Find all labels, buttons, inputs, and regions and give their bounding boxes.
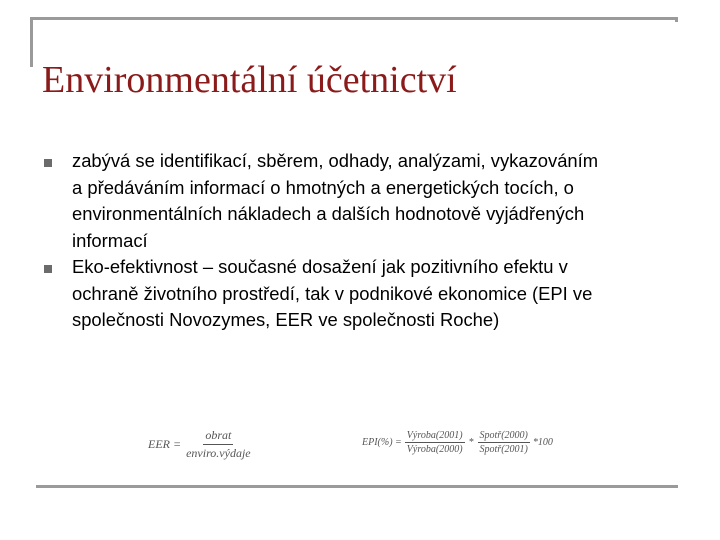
frame-line-bottom bbox=[36, 485, 678, 488]
epi-formula bbox=[362, 430, 553, 455]
square-bullet-icon bbox=[44, 159, 52, 167]
eer-lhs: EER = bbox=[148, 437, 182, 451]
epi-fraction-production bbox=[405, 430, 465, 455]
bullet-item bbox=[44, 148, 604, 254]
eer-fraction bbox=[184, 428, 253, 461]
square-bullet-icon bbox=[44, 265, 52, 273]
bullet-text: Eko-efektivnost – současné dosažení jak pozitivního efektu v ochraně životního prostředí, tak v podnikové ekonomice (EPI ve společnosti Novozymes, EER ve společnosti Roche) bbox=[72, 256, 593, 330]
eer-denominator: enviro.výdaje bbox=[186, 446, 251, 460]
epi-tail: *100 bbox=[532, 437, 553, 448]
epi-frac2-denominator: Spotř(2001) bbox=[479, 444, 528, 455]
epi-multiply-sign: * bbox=[468, 437, 474, 448]
bullet-item bbox=[44, 254, 604, 334]
bullet-text: zabývá se identifikací, sběrem, odhady, analýzami, vykazováním a předáváním informací o hmotných a energetických tocích, o environmentálních nákladech a dalších hodnotově vyjádřených informací bbox=[72, 150, 599, 251]
slide-title: Environmentální účetnictví bbox=[42, 59, 457, 101]
frame-line-right bbox=[675, 17, 678, 22]
eer-formula bbox=[148, 428, 256, 461]
epi-frac1-numerator: Výroba(2001) bbox=[406, 430, 463, 441]
eer-numerator: obrat bbox=[203, 428, 233, 445]
frame-line-left bbox=[30, 17, 33, 67]
epi-frac1-denominator: Výroba(2000) bbox=[406, 444, 463, 455]
epi-fraction-consumption bbox=[478, 430, 530, 455]
frame-line-top bbox=[30, 17, 678, 20]
epi-lhs: EPI(%) = bbox=[362, 437, 402, 448]
bullet-list bbox=[44, 148, 604, 334]
epi-frac2-numerator: Spotř(2000) bbox=[479, 430, 528, 441]
